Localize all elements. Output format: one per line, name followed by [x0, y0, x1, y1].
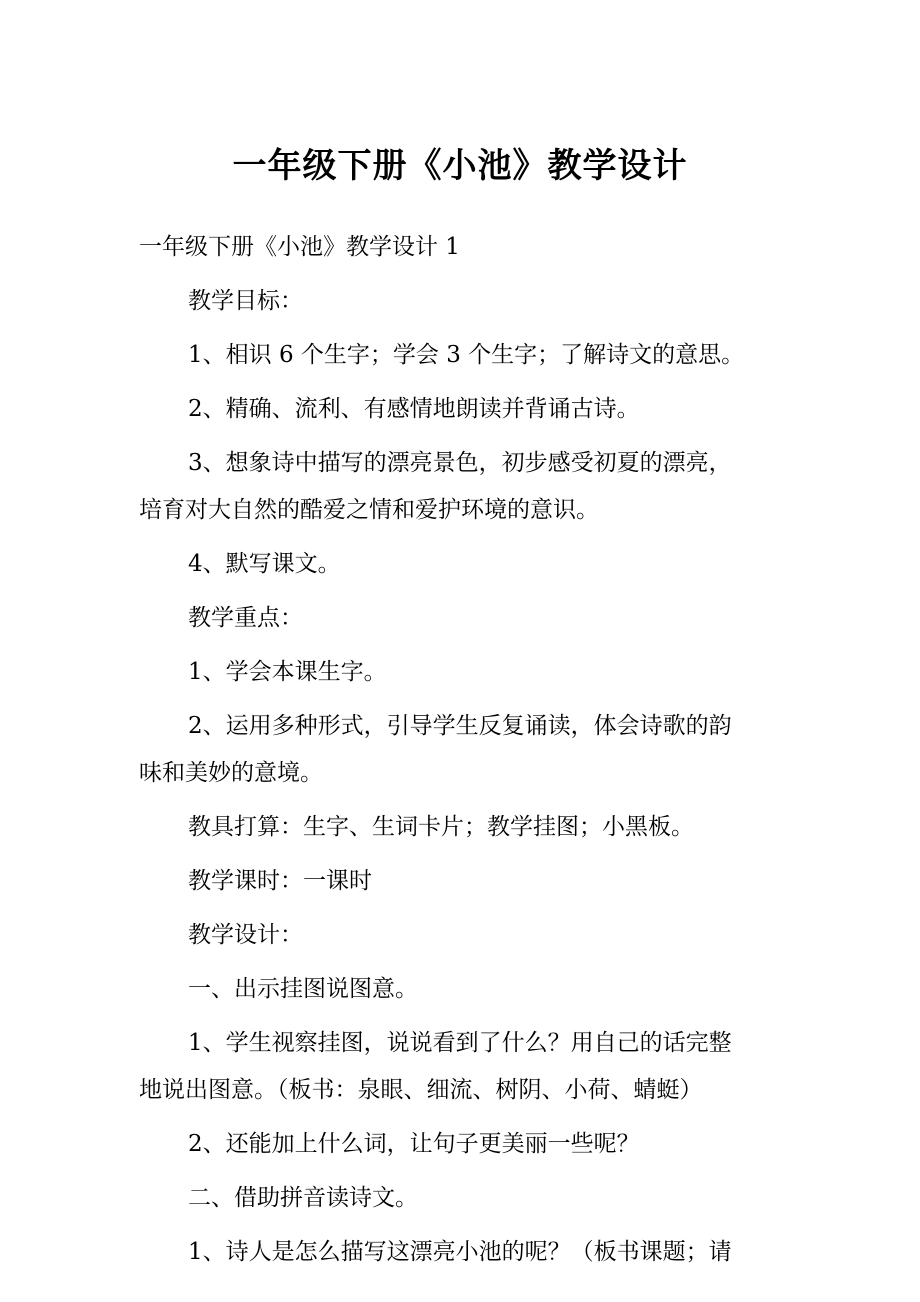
- paragraph: [139, 1229, 784, 1276]
- paragraph-line: 味和美妙的意境。: [139, 760, 323, 786]
- paragraph: [139, 541, 784, 588]
- paragraph-line: 3、想象诗中描写的漂亮景色，初步感受初夏的漂亮，: [188, 450, 732, 476]
- paragraph: [139, 912, 784, 959]
- paragraph-line: 1、诗人是怎么描写这漂亮小池的呢？（板书课题；请: [188, 1239, 732, 1265]
- paragraph: [139, 1020, 784, 1114]
- paragraph: [139, 1175, 784, 1222]
- paragraph: [139, 703, 784, 797]
- paragraph-line: 培育对大自然的酷爱之情和爱护环境的意识。: [139, 497, 599, 523]
- paragraph: [139, 440, 784, 534]
- paragraph-line: 4、默写课文。: [188, 551, 341, 577]
- paragraph: [139, 804, 784, 851]
- paragraph-line: 地说出图意。（板书：泉眼、细流、树阴、小荷、蜻蜓）: [139, 1077, 703, 1103]
- paragraph-line: 1、相识 6 个生字；学会 3 个生字；了解诗文的意思。: [188, 342, 745, 368]
- paragraph-line: 教学目标：: [188, 288, 303, 314]
- paragraph-list: [139, 278, 784, 1276]
- paragraph-line: 二、借助拼音读诗文。: [188, 1185, 418, 1211]
- paragraph-line: 2、精确、流利、有感情地朗读并背诵古诗。: [188, 396, 640, 422]
- section-subtitle: 一年级下册《小池》教学设计 1: [139, 234, 460, 260]
- document-body: [139, 224, 784, 1283]
- paragraph: [139, 278, 784, 325]
- paragraph-line: 教具打算：生字、生词卡片；教学挂图；小黑板。: [188, 814, 694, 840]
- paragraph: [139, 386, 784, 433]
- paragraph-line: 1、学生视察挂图，说说看到了什么？用自己的话完整: [188, 1030, 732, 1056]
- paragraph: [139, 595, 784, 642]
- paragraph-line: 1、学会本课生字。: [188, 659, 387, 685]
- paragraph-line: 一、出示挂图说图意。: [188, 976, 418, 1002]
- paragraph: [139, 858, 784, 905]
- paragraph-line: 教学重点：: [188, 605, 303, 631]
- paragraph-line: 2、还能加上什么词，让句子更美丽一些呢？: [188, 1131, 640, 1157]
- paragraph: [139, 966, 784, 1013]
- paragraph-line: 教学设计：: [188, 922, 303, 948]
- paragraph: [139, 1121, 784, 1168]
- paragraph-line: 2、运用多种形式，引导学生反复诵读，体会诗歌的韵: [188, 713, 732, 739]
- paragraph: [139, 649, 784, 696]
- document-title: 一年级下册《小池》教学设计: [232, 146, 688, 186]
- paragraph-line: 教学课时：一课时: [188, 868, 372, 894]
- paragraph: [139, 332, 784, 379]
